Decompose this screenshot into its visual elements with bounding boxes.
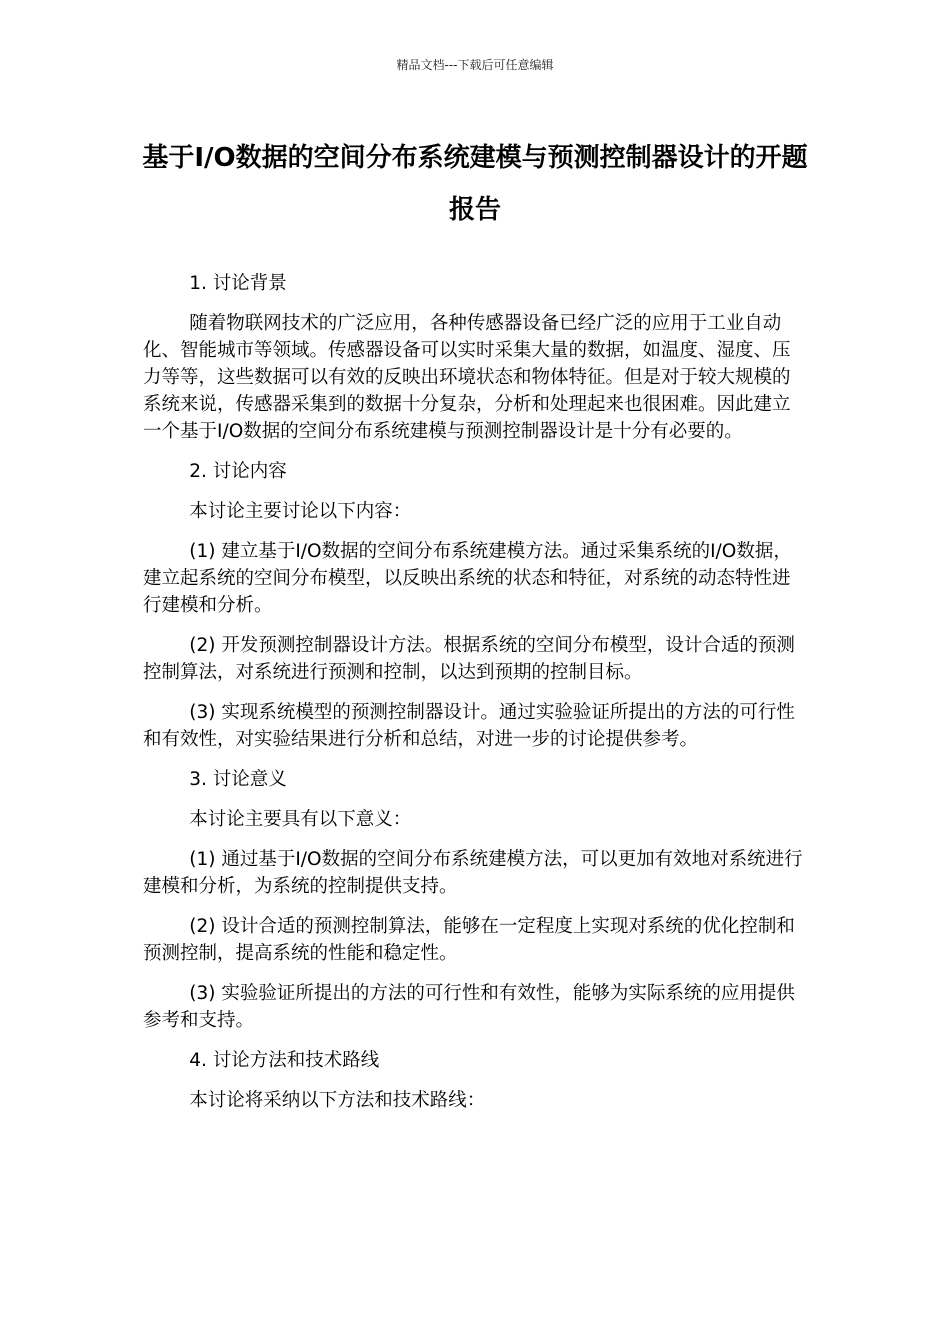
list-item-significance-1: (1) 通过基于I/O数据的空间分布系统建模方法，可以更加有效地对系统进行建模和分析，为系统的控制提供支持。 bbox=[143, 849, 803, 897]
paragraph-methods-intro: 本讨论将采纳以下方法和技术路线： bbox=[189, 1090, 486, 1111]
list-item-content-3: (3) 实现系统模型的预测控制器设计。通过实验验证所提出的方法的可行性和有效性，对实验结果进行分析和总结，对进一步的讨论提供参考。 bbox=[143, 702, 795, 750]
section-heading-content: 2. 讨论内容 bbox=[189, 461, 287, 482]
document-body bbox=[143, 270, 808, 1127]
list-item-significance-2: (2) 设计合适的预测控制算法，能够在一定程度上实现对系统的优化控制和预测控制，提高系统的性能和稳定性。 bbox=[143, 916, 795, 964]
section-heading-methods: 4. 讨论方法和技术路线 bbox=[189, 1050, 380, 1071]
header-note: 精品文档---下载后可任意编辑 bbox=[396, 58, 554, 72]
paragraph-content-intro: 本讨论主要讨论以下内容： bbox=[189, 501, 412, 522]
section-heading-background: 1. 讨论背景 bbox=[189, 273, 287, 294]
list-item-significance-3: (3) 实验验证所提出的方法的可行性和有效性，能够为实际系统的应用提供参考和支持。 bbox=[143, 983, 795, 1031]
document-title: 基于I/O数据的空间分布系统建模与预测控制器设计的开题报告 bbox=[142, 143, 808, 225]
paragraph-significance-intro: 本讨论主要具有以下意义： bbox=[189, 809, 412, 830]
paragraph-background: 随着物联网技术的广泛应用，各种传感器设备已经广泛的应用于工业自动化、智能城市等领域。传感器设备可以实时采集大量的数据，如温度、湿度、压力等等，这些数据可以有效的反映出环境状态和物体特征。但是对于较大规模的系统来说，传感器采集到的数据十分复杂，分析和处理起来也很困难。因此建立一个基于I/O数据的空间分布系统建模与预测控制器设计是十分有必要的。 bbox=[143, 313, 791, 442]
list-item-content-2: (2) 开发预测控制器设计方法。根据系统的空间分布模型，设计合适的预测控制算法，对系统进行预测和控制，以达到预期的控制目标。 bbox=[143, 635, 795, 683]
section-heading-significance: 3. 讨论意义 bbox=[189, 769, 287, 790]
list-item-content-1: (1) 建立基于I/O数据的空间分布系统建模方法。通过采集系统的I/O数据，建立起系统的空间分布模型，以反映出系统的状态和特征，对系统的动态特性进行建模和分析。 bbox=[143, 541, 792, 616]
